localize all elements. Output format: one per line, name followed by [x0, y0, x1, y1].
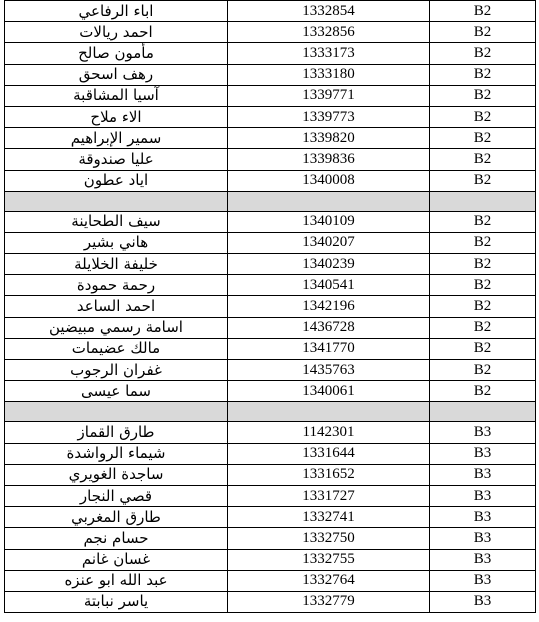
- student-id-cell: 1332856: [228, 22, 430, 43]
- level-cell: B2: [430, 317, 536, 338]
- level-cell: B2: [430, 338, 536, 359]
- level-cell: B2: [430, 106, 536, 127]
- level-cell: B2: [430, 211, 536, 232]
- student-id-cell: 1340008: [228, 170, 430, 191]
- student-id-cell: 1332854: [228, 1, 430, 22]
- level-cell: B2: [430, 360, 536, 381]
- table-row: [5, 549, 536, 570]
- level-cell: B3: [430, 422, 536, 443]
- table-row: [5, 422, 536, 443]
- student-name-cell: اياد عطون: [5, 170, 228, 191]
- level-cell: B3: [430, 464, 536, 485]
- table-row: [5, 128, 536, 149]
- student-id-cell: 1436728: [228, 317, 430, 338]
- table-row: [5, 507, 536, 528]
- table-row: [5, 296, 536, 317]
- level-cell: B2: [430, 232, 536, 253]
- student-name-cell: قصي النجار: [5, 485, 228, 506]
- student-name-cell: سمير الإبراهيم: [5, 128, 228, 149]
- section-separator-row: [5, 191, 536, 211]
- level-cell: B3: [430, 549, 536, 570]
- student-table-body: [5, 1, 536, 613]
- student-id-cell: 1331652: [228, 464, 430, 485]
- student-name-cell: غسان غانم: [5, 549, 228, 570]
- table-row: [5, 22, 536, 43]
- separator-cell: [228, 402, 430, 422]
- level-cell: B2: [430, 149, 536, 170]
- student-name-cell: احمد الساعد: [5, 296, 228, 317]
- student-name-cell: رحمة حمودة: [5, 275, 228, 296]
- level-cell: B2: [430, 85, 536, 106]
- section-separator-row: [5, 402, 536, 422]
- student-id-cell: 1339771: [228, 85, 430, 106]
- table-row: [5, 254, 536, 275]
- student-id-cell: 1340109: [228, 211, 430, 232]
- student-id-cell: 1142301: [228, 422, 430, 443]
- separator-cell: [228, 191, 430, 211]
- level-cell: B2: [430, 22, 536, 43]
- student-id-cell: 1340239: [228, 254, 430, 275]
- student-id-cell: 1331727: [228, 485, 430, 506]
- table-row: [5, 443, 536, 464]
- level-cell: B3: [430, 570, 536, 591]
- student-id-cell: 1332755: [228, 549, 430, 570]
- student-table: [4, 0, 536, 613]
- student-name-cell: اسامة رسمي مبيضين: [5, 317, 228, 338]
- student-name-cell: اباء الرفاعي: [5, 1, 228, 22]
- table-row: [5, 381, 536, 402]
- level-cell: B3: [430, 443, 536, 464]
- level-cell: B2: [430, 43, 536, 64]
- student-name-cell: حسام نجم: [5, 528, 228, 549]
- student-name-cell: رهف اسحق: [5, 64, 228, 85]
- student-name-cell: طارق المغربي: [5, 507, 228, 528]
- table-row: [5, 211, 536, 232]
- student-name-cell: مالك عضيمات: [5, 338, 228, 359]
- student-id-cell: 1331644: [228, 443, 430, 464]
- student-name-cell: احمد ريالات: [5, 22, 228, 43]
- student-name-cell: عبد الله ابو عنزه: [5, 570, 228, 591]
- level-cell: B2: [430, 64, 536, 85]
- table-row: [5, 485, 536, 506]
- student-name-cell: غفران الرجوب: [5, 360, 228, 381]
- table-row: [5, 528, 536, 549]
- separator-cell: [430, 191, 536, 211]
- student-name-cell: طارق القماز: [5, 422, 228, 443]
- student-id-cell: 1342196: [228, 296, 430, 317]
- student-id-cell: 1435763: [228, 360, 430, 381]
- student-name-cell: مأمون صالح: [5, 43, 228, 64]
- level-cell: B2: [430, 296, 536, 317]
- student-name-cell: ياسر نبابتة: [5, 591, 228, 612]
- student-name-cell: سيف الطحاينة: [5, 211, 228, 232]
- student-name-cell: خليفة الخلايلة: [5, 254, 228, 275]
- level-cell: B2: [430, 128, 536, 149]
- level-cell: B2: [430, 170, 536, 191]
- table-row: [5, 275, 536, 296]
- student-name-cell: ساجدة الغويري: [5, 464, 228, 485]
- student-id-cell: 1332741: [228, 507, 430, 528]
- separator-cell: [5, 191, 228, 211]
- student-id-cell: 1340541: [228, 275, 430, 296]
- student-id-cell: 1332750: [228, 528, 430, 549]
- table-row: [5, 106, 536, 127]
- student-name-cell: هاني بشير: [5, 232, 228, 253]
- student-name-cell: الاء ملاح: [5, 106, 228, 127]
- level-cell: B2: [430, 254, 536, 275]
- level-cell: B3: [430, 485, 536, 506]
- student-name-cell: سما عيسى: [5, 381, 228, 402]
- table-row: [5, 85, 536, 106]
- student-name-cell: شيماء الرواشدة: [5, 443, 228, 464]
- student-id-cell: 1333180: [228, 64, 430, 85]
- table-row: [5, 570, 536, 591]
- student-name-cell: عليا صندوقة: [5, 149, 228, 170]
- table-row: [5, 464, 536, 485]
- student-id-cell: 1332779: [228, 591, 430, 612]
- table-row: [5, 317, 536, 338]
- table-row: [5, 149, 536, 170]
- level-cell: B2: [430, 275, 536, 296]
- student-id-cell: 1339836: [228, 149, 430, 170]
- level-cell: B3: [430, 591, 536, 612]
- table-row: [5, 1, 536, 22]
- table-row: [5, 43, 536, 64]
- level-cell: B2: [430, 381, 536, 402]
- table-row: [5, 64, 536, 85]
- student-id-cell: 1332764: [228, 570, 430, 591]
- student-id-cell: 1341770: [228, 338, 430, 359]
- student-id-cell: 1339820: [228, 128, 430, 149]
- table-row: [5, 170, 536, 191]
- level-cell: B2: [430, 1, 536, 22]
- separator-cell: [430, 402, 536, 422]
- table-row: [5, 360, 536, 381]
- student-id-cell: 1340061: [228, 381, 430, 402]
- table-row: [5, 591, 536, 612]
- level-cell: B3: [430, 528, 536, 549]
- student-name-cell: آسيا المشاقبة: [5, 85, 228, 106]
- table-row: [5, 232, 536, 253]
- separator-cell: [5, 402, 228, 422]
- student-id-cell: 1340207: [228, 232, 430, 253]
- student-id-cell: 1333173: [228, 43, 430, 64]
- level-cell: B3: [430, 507, 536, 528]
- table-row: [5, 338, 536, 359]
- student-id-cell: 1339773: [228, 106, 430, 127]
